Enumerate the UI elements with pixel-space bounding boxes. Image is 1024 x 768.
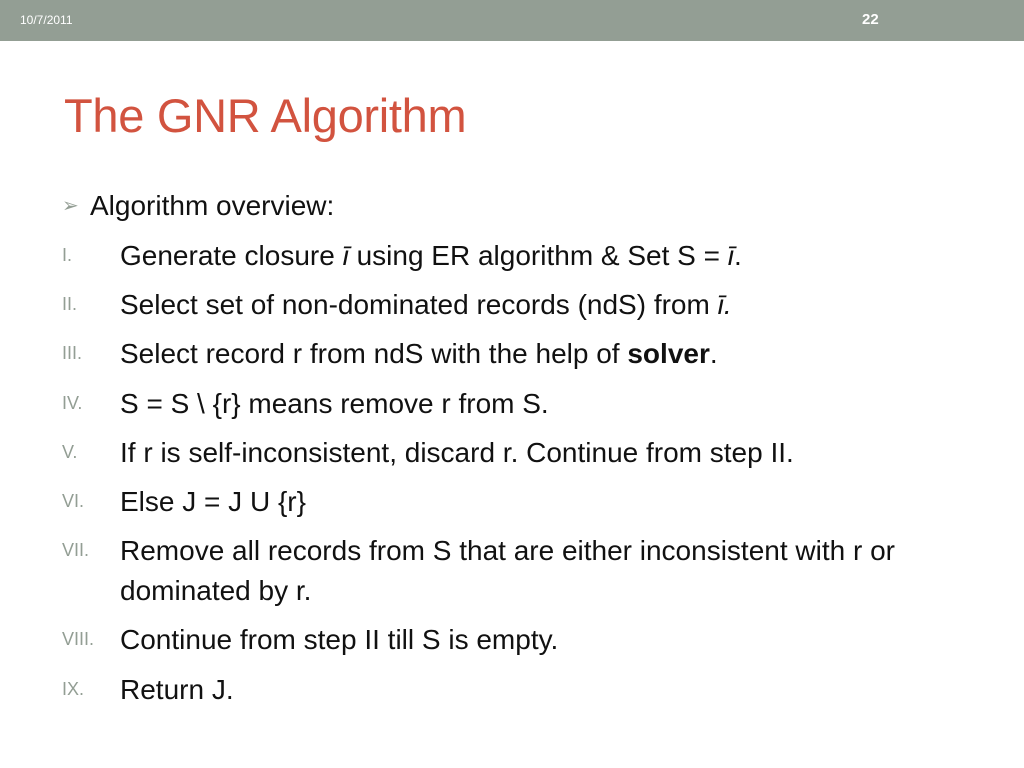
step-number: VI. — [62, 491, 85, 511]
step-number: VII. — [62, 540, 90, 560]
step-text: Generate closure ī using ER algorithm & Set S = ī. — [120, 240, 742, 271]
step-text: Continue from step II till S is empty. — [120, 624, 559, 655]
step-text: Return J. — [120, 674, 234, 705]
arrow-bullet-icon: ➢ — [62, 195, 79, 217]
step-number: IX. — [62, 679, 85, 699]
solver-emphasis: solver — [627, 338, 710, 369]
step-number: VIII. — [62, 629, 95, 649]
step-number: IV. — [62, 393, 83, 413]
step-text: Select set of non-dominated records (ndS) from ī. — [120, 289, 732, 320]
step-number: III. — [62, 343, 83, 363]
slide-title: The GNR Algorithm — [64, 89, 467, 142]
slide-number: 22 — [862, 11, 879, 28]
step-text: Remove all records from S that are either inconsistent with r or dominated by r. — [120, 535, 895, 606]
step-text: If r is self-inconsistent, discard r. Continue from step II. — [120, 437, 794, 468]
step-number: II. — [62, 294, 78, 314]
step-number: I. — [62, 245, 73, 265]
intro-line — [62, 190, 334, 222]
step-text: Else J = J U {r} — [120, 486, 306, 517]
step-text: S = S \ {r} means remove r from S. — [120, 388, 549, 419]
header-bar — [0, 0, 1024, 41]
intro-text: Algorithm overview: — [90, 190, 335, 221]
step-text: Select record r from ndS with the help of solver. — [120, 338, 718, 369]
step-number: V. — [62, 442, 78, 462]
slide-date: 10/7/2011 — [20, 13, 73, 27]
